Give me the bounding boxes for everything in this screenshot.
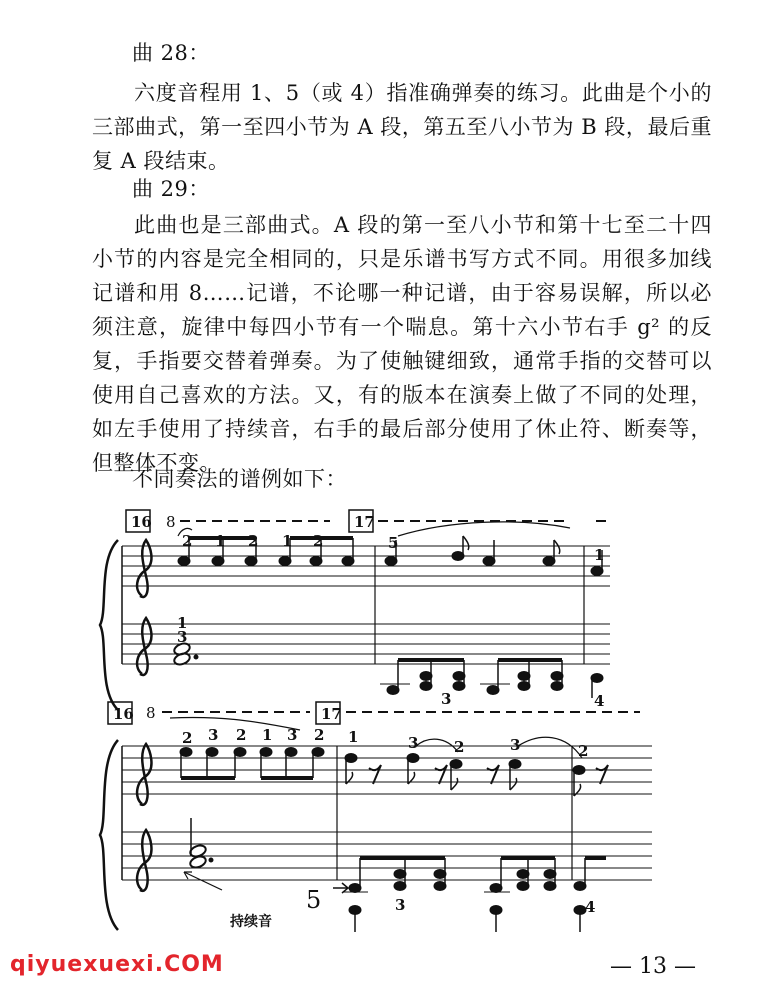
lh-finger-b-5: 5 (306, 886, 322, 914)
finger-b3: 2 (236, 726, 247, 744)
finger-b6: 2 (314, 726, 325, 744)
finger-b5: 3 (287, 726, 298, 744)
measure-num-17-a: 17 (354, 513, 375, 531)
treble-clef-b1 (137, 744, 151, 805)
octave-mark-a: 8 (166, 513, 176, 531)
octave-mark-b: 8 (146, 704, 156, 722)
paragraph-29: 此曲也是三部曲式。A 段的第一至八小节和第十七至二十四小节的内容是完全相同的，只是乐谱书写方式不同。用很多加线记谱和用 8……记谱，不论哪一种记谱，由于容易误解，所以必须注意，旋律中每四小节有一个喘息。第十六小节右手 g² 的反复，手指要交替着弹奏。为了使触键细致，通常手指的交替可以使用自己喜欢的方法。又，有的版本在演奏上做了不同的处理，如左手使用了持续音，右手的最后部分使用了休止符、断奏等，但整体不变。 (92, 213, 712, 475)
triplet-a: 3 (441, 690, 452, 708)
rh-notes-16-a (178, 557, 354, 566)
finger-a1: 2 (182, 532, 193, 550)
treble-clef-b2 (137, 830, 151, 891)
measure-num-17-b: 17 (321, 705, 342, 723)
finger-a5: 2 (313, 532, 324, 550)
section-label-28: 曲 28： (132, 41, 210, 65)
finger-b4: 1 (262, 726, 273, 744)
finger-b7: 1 (348, 728, 359, 746)
triplet-b: 3 (395, 896, 406, 914)
lh-finger-a-bottom: 3 (177, 628, 188, 646)
finger-a8: 4 (594, 692, 605, 710)
finger-a4: 1 (282, 532, 293, 550)
paragraph-28: 六度音程用 1、5（或 4）指准确弹奏的练习。此曲是个小的三部曲式，第一至四小节为 A 段，第五至八小节为 B 段，最后重复 A 段结束。 (92, 81, 712, 173)
finger-b8: 3 (408, 734, 419, 752)
lh-finger-a-top: 1 (177, 614, 188, 632)
lh-notes-17-a (387, 672, 603, 695)
finger-b2: 3 (208, 726, 219, 744)
staff-treble-a (122, 546, 610, 586)
score-figure (0, 500, 772, 940)
finger-a7: 1 (594, 546, 605, 564)
page-number: — 13 — (610, 954, 696, 979)
measure-num-16-a: 16 (131, 513, 152, 531)
treble-clef-a2 (137, 618, 151, 675)
examples-intro: 不同奏法的谱例如下： (132, 467, 347, 491)
brace-a (100, 540, 118, 710)
finger-b10: 3 (510, 736, 521, 754)
finger-a3: 2 (248, 532, 259, 550)
section-label-29: 曲 29： (132, 177, 210, 201)
finger-a6: 5 (388, 534, 399, 552)
finger-a2: 1 (215, 532, 226, 550)
measure-num-16-b: 16 (113, 705, 134, 723)
watermark: qiyuexuexi.COM (10, 952, 224, 977)
brace-b (100, 740, 118, 930)
finger-b12: 4 (585, 898, 596, 916)
finger-b1: 2 (182, 729, 193, 747)
treble-clef-a1 (137, 540, 151, 597)
finger-b9: 2 (454, 738, 465, 756)
sustain-label: 持续音 (230, 914, 272, 930)
finger-b11: 2 (578, 742, 589, 760)
